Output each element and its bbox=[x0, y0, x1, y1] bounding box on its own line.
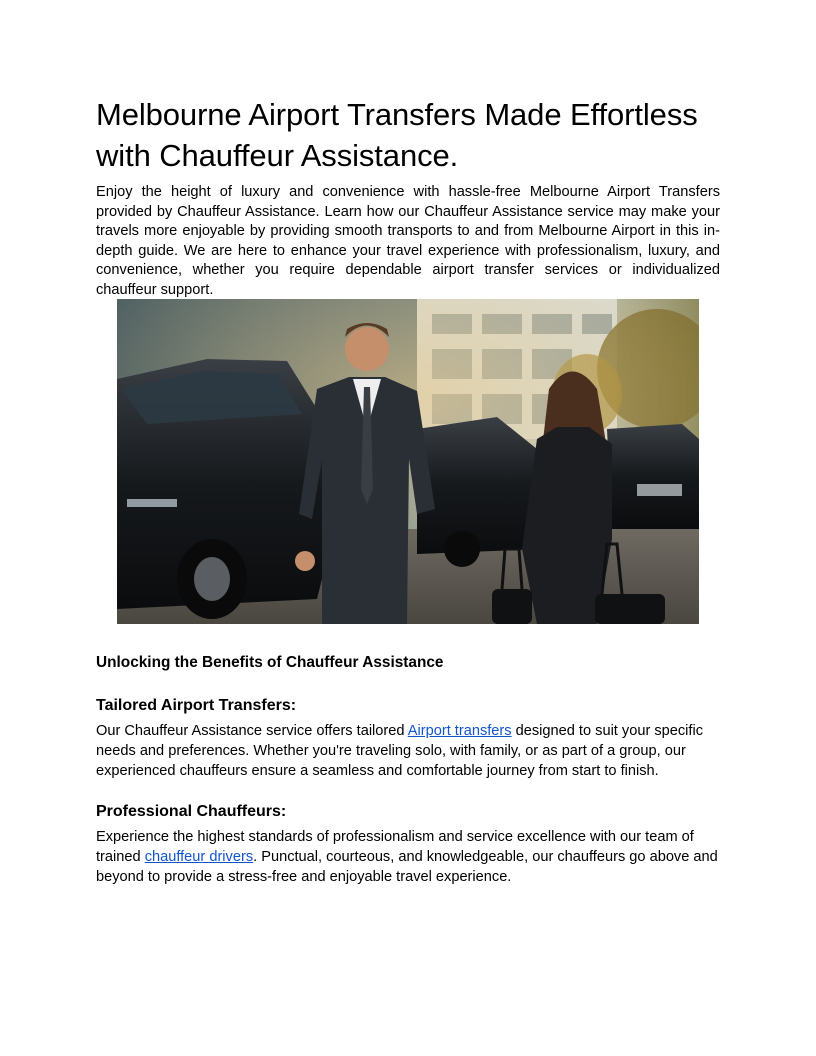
section-tailored-airport-transfers bbox=[96, 695, 720, 781]
airport-transfers-link[interactable]: Airport transfers bbox=[407, 723, 512, 739]
section-heading: Unlocking the Benefits of Chauffeur Assistance bbox=[96, 654, 444, 671]
paragraph-text: Our Chauffeur Assistance service offers tailored bbox=[96, 723, 408, 739]
paragraph-text: Experience the highest standards of professionalism and service excellence with our team of trained bbox=[96, 829, 694, 865]
page-title: Melbourne Airport Transfers Made Effortless with Chauffeur Assistance. bbox=[96, 97, 698, 173]
section-paragraph bbox=[96, 827, 720, 887]
chauffeur-scene-image bbox=[117, 299, 699, 624]
section-subheading: Tailored Airport Transfers: bbox=[96, 697, 297, 714]
chauffeur-drivers-link[interactable]: chauffeur drivers bbox=[144, 849, 254, 865]
section-professional-chauffeurs bbox=[96, 801, 720, 887]
paragraph-text: . Punctual, courteous, and knowledgeable, our chauffeurs go above and beyond to provide a stress-free and enjoyable travel experience. bbox=[96, 849, 718, 885]
hero-photo bbox=[117, 299, 699, 624]
section-paragraph bbox=[96, 721, 720, 781]
paragraph-text: designed to suit your specific needs and preferences. Whether you're traveling solo, with family, or as part of a group, our experienced chauffeurs ensure a seamless and comfortable journey from start to finish. bbox=[96, 723, 704, 779]
intro-paragraph: Enjoy the height of luxury and convenience with hassle-free Melbourne Airport Transfers provided by Chauffeur Assistance. Learn how our Chauffeur Assistance service may make your travels more enjoyable by providing smooth transports to and from Melbourne Airport in this in-depth guide. We are here to enhance your travel experience with professionalism, luxury, and convenience, whether you require dependable airport transfer services or individualized chauffeur support. bbox=[96, 184, 720, 298]
document-body bbox=[96, 94, 720, 300]
section-subheading: Professional Chauffeurs: bbox=[96, 803, 287, 820]
